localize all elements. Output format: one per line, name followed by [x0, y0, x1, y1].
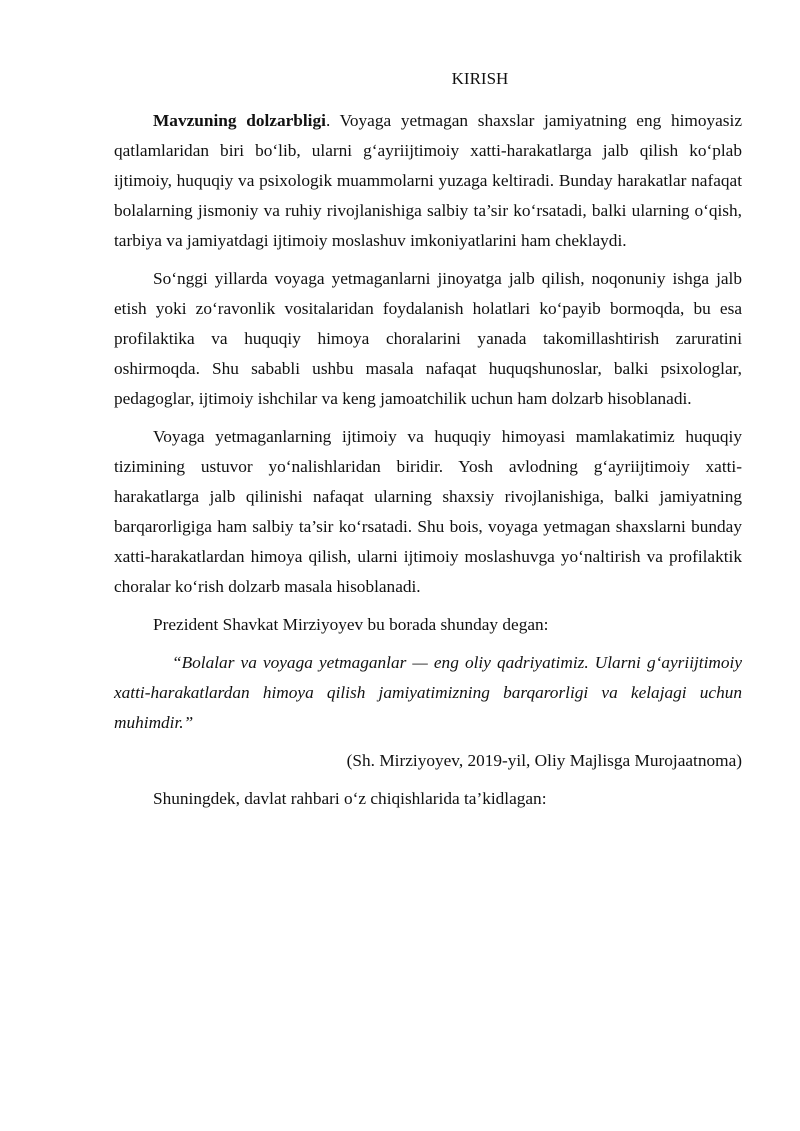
paragraph-legal-protection: Voyaga yetmaganlarning ijtimoiy va huquqiy himoyasi mamlakatimiz huquqiy tizimining ustuvor yo‘nalishlaridan biridir. Yosh avlodning g‘ayriijtimoiy xatti-harakatlarga jalb qilinishi nafaqat ularning shaxsiy rivojlanishiga, balki jamiyatning barqarorligiga ham salbiy ta’sir ko‘rsatadi. Shu bois, voyaga yetmagan shaxslarni bunday xatti-harakatlardan himoya qilish, ularni ijtimoiy moslashuvga yo‘naltirish va profilaktik choralar ko‘rish dolzarb masala hisoblanadi. — [114, 427, 742, 596]
paragraph-recent-years: So‘nggi yillarda voyaga yetmaganlarni jinoyatga jalb qilish, noqonuniy ishga jalb etish yoki zo‘ravonlik vositalaridan foydalanish holatlari ko‘payib bormoqda, bu esa profilaktika va huquqiy himoya choralarini yanada takomillashtirish zaruratini oshirmoqda. Shu sababli ushbu masala nafaqat huquqshunoslar, balki psixologlar, pedagoglar, ijtimoiy ishchilar va keng jamoatchilik uchun ham dolzarb hisoblanadi. — [114, 269, 742, 408]
paragraph-relevance-text: . Voyaga yetmagan shaxslar jamiyatning eng himoyasiz qatlamlaridan biri bo‘lib, ularni g‘ayriijtimoiy xatti-harakatlarga jalb qilish ko‘plab ijtimoiy, huquqiy va psixologik muammolarni yuzaga keltiradi. Bunday harakatlar nafaqat bolalarning jismoniy va ruhiy rivojlanishiga salbiy ta’sir ko‘rsatadi, balki ularning o‘qish, tarbiya va jamiyatdagi ijtimoiy moslashuv imkoniyatlarini ham cheklaydi. — [114, 111, 742, 250]
paragraph-president-intro: Prezident Shavkat Mirziyoyev bu borada shunday degan: — [153, 615, 549, 634]
section-title: KIRISH — [451, 69, 509, 88]
quote-source: (Sh. Mirziyoyev, 2019-yil, Oliy Majlisga Murojaatnoma) — [346, 751, 742, 770]
paragraph-also-noted: Shuningdek, davlat rahbari o‘z chiqishlarida ta’kidlagan: — [153, 789, 547, 808]
document-page — [114, 68, 742, 822]
paragraph-lead-heading: Mavzuning dolzarbligi — [153, 111, 326, 130]
president-quote: “Bolalar va voyaga yetmaganlar — eng oliy qadriyatimiz. Ularni g‘ayriijtimoiy xatti-harakatlardan himoya qilish jamiyatimizning barqarorligi va kelajagi uchun muhimdir.” — [114, 653, 742, 732]
paragraph-relevance — [114, 106, 742, 256]
